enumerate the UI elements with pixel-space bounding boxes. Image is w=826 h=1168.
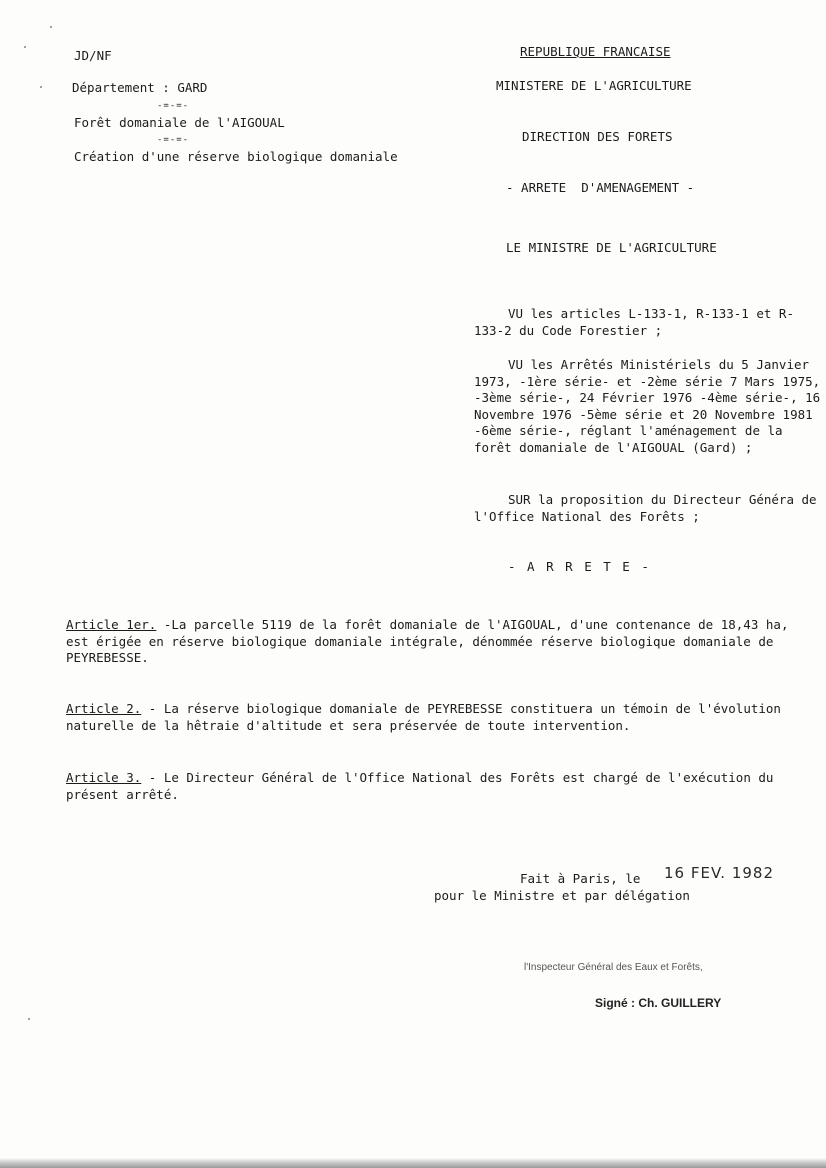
consideration-text: VU les articles L-133-1, R-133-1 et R-133-2 du Code Forestier ; xyxy=(474,306,794,338)
article-text: - La réserve biologique domaniale de PEYREBESSE constituera un témoin de l'évolution naturelle de la hêtraie d'altitude et sera préservée de toute intervention. xyxy=(66,701,781,733)
republic-heading: REPUBLIQUE FRANCAISE xyxy=(520,44,671,59)
consideration-vu-articles xyxy=(474,306,824,339)
article-text: - Le Directeur Général de l'Office National des Forêts est chargé de l'exécution du présent arrêté. xyxy=(66,770,774,802)
ministry-heading: MINISTERE DE L'AGRICULTURE xyxy=(496,78,692,93)
arrete-type-heading: - ARRETE D'AMENAGEMENT - xyxy=(506,180,695,195)
article-1 xyxy=(66,617,818,667)
article-2 xyxy=(66,701,818,734)
department-line: Département : GARD xyxy=(72,80,208,95)
scan-speck xyxy=(50,26,52,28)
article-label: Article 2. xyxy=(66,701,142,716)
scan-speck xyxy=(28,1018,30,1020)
inspector-line: l'Inspecteur Général des Eaux et Forêts, xyxy=(524,962,703,973)
article-3 xyxy=(66,770,818,803)
scan-edge xyxy=(0,1158,826,1168)
consideration-text: VU les Arrêtés Ministériels du 5 Janvier 1973, -1ère série- et -2ème série 7 Mars 1975, -3ème série-, 24 Février 1976 -4ème série-, 16 Novembre 1976 -5ème série et 20 Novembre 1981 -6ème série-, réglant l'aménagement de la forêt domaniale de l'AIGOUAL (Gard) ; xyxy=(474,357,821,455)
article-text: -La parcelle 5119 de la forêt domaniale de l'AIGOUAL, d'une contenance de 18,43 ha, est érigée en réserve biologique domaniale intégrale, dénommée réserve biologique domaniale de PEYREBESSE. xyxy=(66,617,789,665)
direction-heading: DIRECTION DES FORETS xyxy=(522,129,673,144)
article-label: Article 3. xyxy=(66,770,142,785)
arrete-heading: - A R R E T E - xyxy=(508,559,651,574)
consideration-vu-arretes xyxy=(474,357,824,456)
forest-line: Forêt domaniale de l'AIGOUAL xyxy=(74,115,285,130)
scan-speck xyxy=(24,46,26,48)
signed-line: Signé : Ch. GUILLERY xyxy=(595,996,722,1010)
minister-heading: LE MINISTRE DE L'AGRICULTURE xyxy=(506,240,717,255)
article-label: Article 1er. xyxy=(66,617,157,632)
consideration-text: SUR la proposition du Directeur Généra de l'Office National des Forêts ; xyxy=(474,492,817,524)
delegation-line: pour le Ministre et par délégation xyxy=(434,888,690,903)
scan-speck xyxy=(40,86,42,88)
reference-code: JD/NF xyxy=(74,48,112,63)
consideration-sur-proposition xyxy=(474,492,824,525)
subject-line: Création d'une réserve biologique domaniale xyxy=(74,149,398,164)
separator: -=-=- xyxy=(157,101,190,111)
date-stamp: 16 FEV. 1982 xyxy=(664,864,774,882)
place-line: Fait à Paris, le xyxy=(520,871,641,886)
separator: -=-=- xyxy=(157,135,190,145)
